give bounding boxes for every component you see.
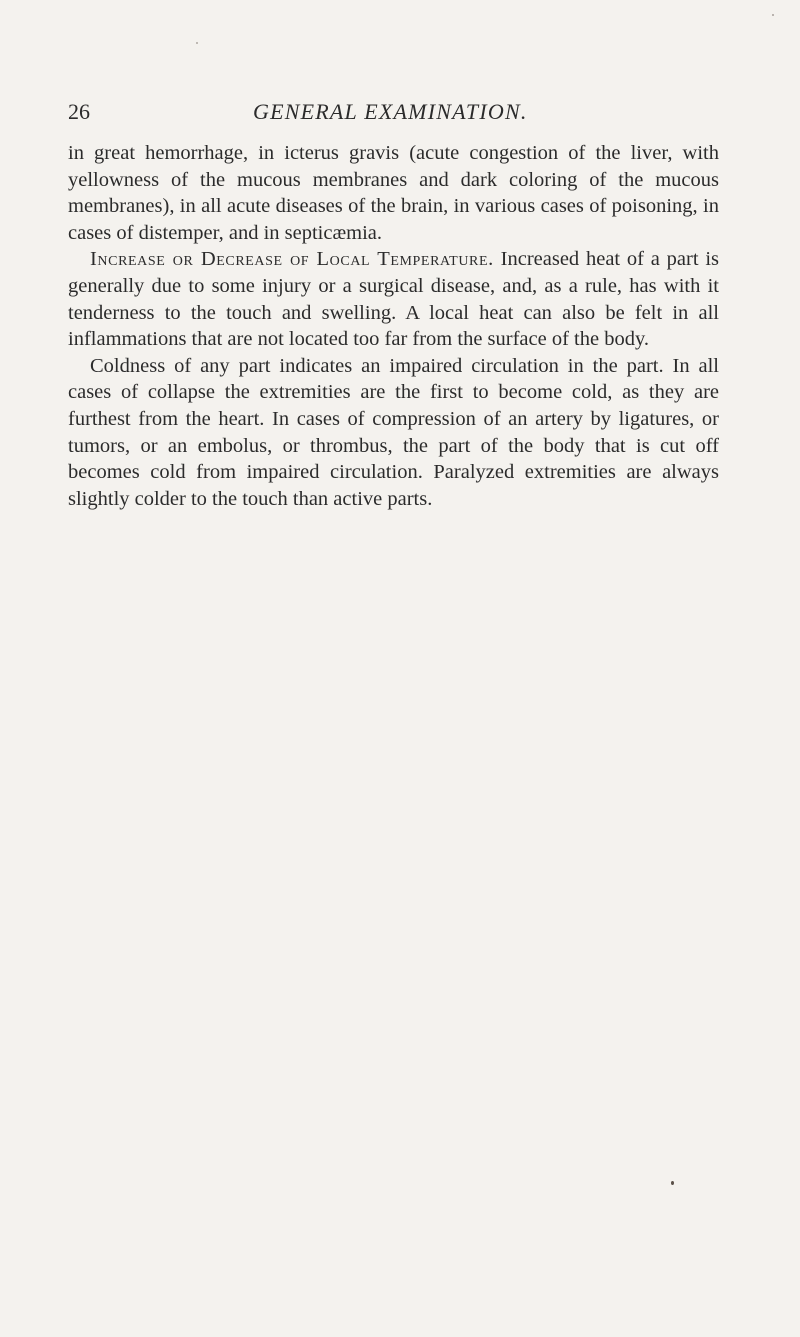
section-heading: Increase or Decrease of Local Temperature. (90, 248, 494, 271)
print-speck (772, 14, 774, 16)
paragraph-continuation: in great hemorrhage, in icterus gravis (acute congestion of the liver, with yellowness of the mucous membranes and dark coloring of the mucous membranes), in all acute diseases of the brain, in various cases of poisoning, in cases of distemper, and in septicæmia. (68, 142, 719, 244)
print-speck (196, 42, 198, 44)
paragraph-local-temperature (68, 246, 719, 352)
print-speck (671, 1181, 674, 1185)
body-text (68, 140, 719, 512)
running-head (68, 98, 718, 126)
page-number: 26 (68, 99, 90, 124)
paragraph-coldness: Coldness of any part indicates an impaired circulation in the part. In all cases of collapse the extremities are the first to become cold, as they are furthest from the heart. In cases of compression of an artery by ligatures, or tumors, or an embolus, or thrombus, the part of the body that is cut off becomes cold from impaired circulation. Paralyzed extremities are always slightly colder to the touch than active parts. (68, 354, 719, 510)
chapter-title: GENERAL EXAMINATION. (253, 99, 528, 124)
section-text: Increased heat of a part is generally due to some injury or a surgical disease, and, as a rule, has with it tenderness to the touch and swelling. A local heat can also be felt in all inflammations that are not located too far from the surface of the body. (68, 248, 720, 351)
